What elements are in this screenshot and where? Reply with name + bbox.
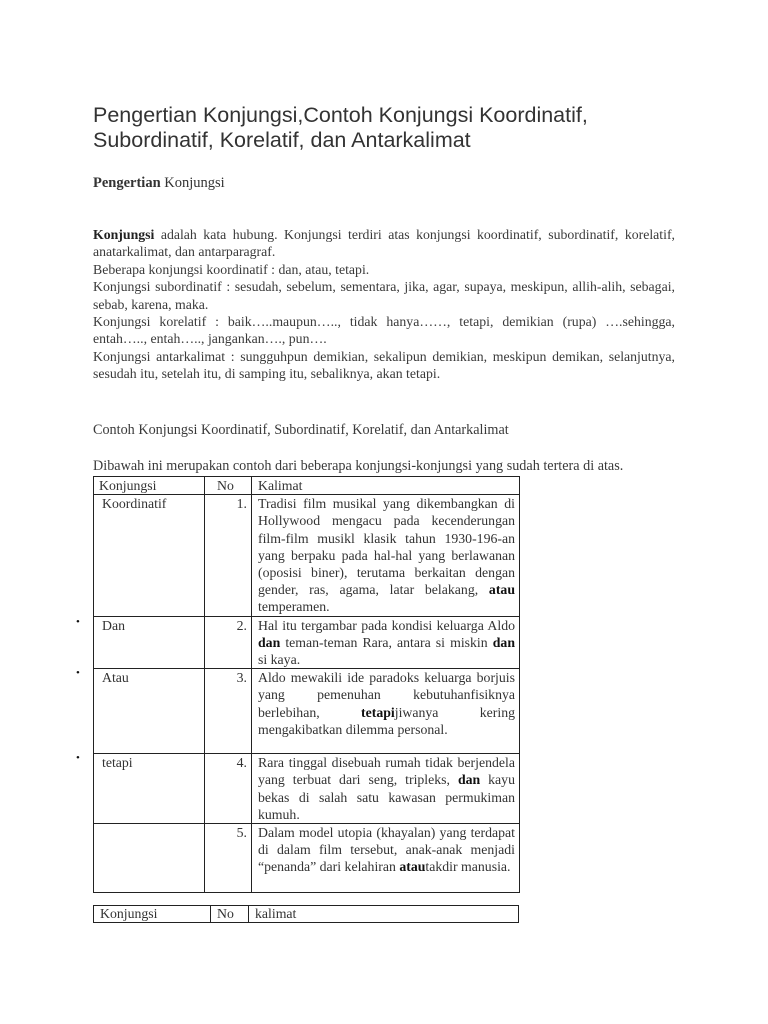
cell-no: 5.	[205, 824, 252, 893]
sentence-text: kayu bekas di salah satu kawasan permukiman kumuh.	[258, 772, 515, 822]
cell-no: 3.	[205, 669, 252, 754]
header-kalimat: kalimat	[249, 906, 519, 923]
section-heading	[93, 174, 225, 192]
sentence-text: Tradisi film musikal yang dikembangkan di Hollywood mengacu pada kecenderungan film-film musikl klasik tahun 1930-196-an yang berpaku pada hal-hal yang berlawanan (oposisi biner), terutama berkaitan dengan gender, ras, agama, latar belakang,	[258, 496, 515, 598]
table-header-row	[94, 906, 519, 923]
sentence-text: Dalam model utopia (khayalan) yang terdapat di dalam film tersebut, anak-anak menjadi “penanda” dari kelahiran	[258, 825, 515, 875]
definition-text: adalah kata hubung. Konjungsi terdiri atas konjungsi koordinatif, subordinatif, korelatif, anatarkalimat, dan antarparagraf.	[93, 227, 675, 260]
konjungsi-label: Atau	[102, 670, 129, 686]
cell-kalimat	[252, 669, 520, 754]
header-konjungsi: Konjungsi	[94, 477, 205, 495]
section-heading-bold: Pengertian	[93, 175, 161, 191]
sentence-text: takdir manusia.	[425, 859, 511, 875]
examples-heading: Contoh Konjungsi Koordinatif, Subordinatif, Korelatif, dan Antarkalimat	[93, 422, 509, 438]
definition-paragraph	[93, 226, 675, 383]
bullet-tetapi: •	[76, 752, 80, 764]
cell-no: 2.	[205, 616, 252, 669]
header-no: No	[205, 477, 252, 495]
table-row	[94, 754, 520, 824]
table-row	[94, 669, 520, 754]
cell-kalimat	[252, 824, 520, 893]
konjungsi-label: tetapi	[102, 755, 133, 771]
korelatif-line: Konjungsi korelatif : baik…..maupun….., tidak hanya……, tetapi, demikian (rupa) ….sehingga, entah….., entah….., jangankan…., pun….	[93, 314, 675, 347]
sentence-text: Hal itu tergambar pada kondisi keluarga Aldo	[258, 617, 515, 633]
header-konjungsi: Konjungsi	[94, 906, 211, 923]
conjunction-highlight: dan	[258, 634, 281, 650]
antarkalimat-line: Konjungsi antarkalimat : sungguhpun demikian, sekalipun demikian, meskipun demikan, selanjutnya, sesudah itu, setelah itu, di samping itu, sebaliknya, akan tetapi.	[93, 348, 675, 382]
bullet-atau: •	[76, 667, 80, 679]
header-kalimat: Kalimat	[252, 477, 520, 495]
cell-kalimat	[252, 616, 520, 669]
cell-kalimat	[252, 495, 520, 616]
cell-konjungsi	[94, 616, 205, 669]
sentence-text: Rara tinggal disebuah rumah tidak berjendela yang terbuat dari seng, tripleks,	[258, 755, 515, 788]
sentence-text: teman-teman Rara, antara si miskin	[280, 634, 493, 650]
cell-konjungsi	[94, 669, 205, 754]
header-no: No	[211, 906, 249, 923]
page-title: Pengertian Konjungsi,Contoh Konjungsi Koordinatif, Subordinatif, Korelatif, dan Antarkalimat	[93, 103, 588, 152]
definition-term: Konjungsi	[93, 227, 155, 242]
conjunction-highlight: atau	[399, 859, 426, 875]
table-header-row	[94, 477, 520, 495]
konjungsi-label: Koordinatif	[102, 496, 167, 512]
second-table	[93, 905, 519, 923]
sentence-text: Aldo mewakili ide paradoks keluarga borjuis yang pemenuhan kebutuhanfisiknya berlebihan,	[258, 670, 515, 720]
bullet-dan: •	[76, 616, 80, 628]
koordinatif-line: Beberapa konjungsi koordinatif : dan, atau, tetapi.	[93, 261, 370, 277]
konjungsi-label: Dan	[102, 617, 125, 633]
cell-konjungsi	[94, 824, 205, 893]
conjunction-highlight: tetapi	[361, 704, 395, 720]
table-row	[94, 824, 520, 893]
conjunction-highlight: dan	[457, 772, 481, 788]
sentence-text: si kaya.	[258, 652, 301, 668]
cell-kalimat	[252, 754, 520, 824]
cell-konjungsi	[94, 495, 205, 616]
sentence-text: temperamen.	[258, 599, 330, 615]
subordinatif-line: Konjungsi subordinatif : sesudah, sebelum, sementara, jika, agar, supaya, meskipun, allih-alih, sebagai, sebab, karena, maka.	[93, 279, 675, 312]
table-row	[94, 495, 520, 616]
table-row	[94, 616, 520, 669]
section-heading-rest: Konjungsi	[160, 175, 225, 191]
conjunction-highlight: dan	[492, 634, 515, 650]
examples-table	[93, 476, 520, 893]
cell-no: 4.	[205, 754, 252, 824]
examples-intro: Dibawah ini merupakan contoh dari beberapa konjungsi-konjungsi yang sudah tertera di atas.	[93, 458, 624, 474]
definition-line	[93, 226, 675, 261]
sentence-text: jiwanya kering mengakibatkan dilemma personal.	[258, 704, 515, 737]
conjunction-highlight: atau	[488, 582, 515, 598]
cell-konjungsi	[94, 754, 205, 824]
cell-no: 1.	[205, 495, 252, 616]
